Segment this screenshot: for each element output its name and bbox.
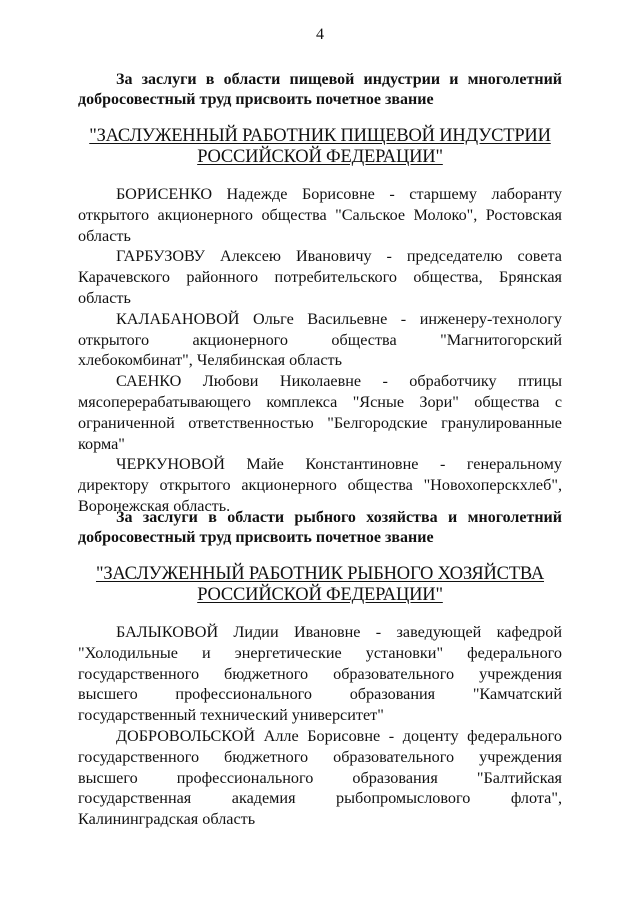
page-number: 4 — [316, 26, 324, 43]
recipient-entry: ЧЕРКУНОВОЙ Майе Константиновне - генеральному директору открытого акционерного общества "Новохоперскхлеб", Воронежская область. — [78, 455, 562, 515]
recipient-entry: ДОБРОВОЛЬСКОЙ Алле Борисовне - доценту федерального государственного бюджетного образовательного учреждения высшего профессионального образования "Балтийская государственная академия рыбопромыслового флота", Калининградская область — [78, 726, 562, 829]
recipient-entry: САЕНКО Любови Николаевне - обработчику птицы мясоперерабатывающего комплекса "Ясные Зори" общества с ограниченной ответственностью "Белгородские гранулированные корма" — [78, 372, 562, 453]
recipient-entry: КАЛАБАНОВОЙ Ольге Васильевне - инженеру-технологу открытого акционерного общества "Магнитогорский хлебокомбинат", Челябинская область — [78, 309, 562, 370]
section-heading: За заслуги в области рыбного хозяйства и многолетний добросовестный труд присвоить почетное звание — [78, 509, 562, 546]
recipient-entry: ГАРБУЗОВУ Алексею Ивановичу - председателю совета Карачевского районного потребительского общества, Брянская область — [78, 247, 562, 307]
award-title-line: РОССИЙСКОЙ ФЕДЕРАЦИИ" — [197, 585, 443, 605]
recipient-entry: БАЛЫКОВОЙ Лидии Ивановне - заведующей кафедрой "Холодильные и энергетические установки" федерального государственного бюджетного образовательного учреждения высшего профессионального образования "Камчатский государственный технический университет" — [78, 623, 562, 725]
award-section-food-industry — [78, 70, 562, 517]
recipient-entry: БОРИСЕНКО Надежде Борисовне - старшему лаборанту открытого акционерного общества "Сальское Молоко", Ростовская область — [78, 185, 562, 245]
award-title-line: "ЗАСЛУЖЕННЫЙ РАБОТНИК ПИЩЕВОЙ ИНДУСТРИИ — [89, 126, 551, 146]
award-section-fisheries — [78, 508, 562, 830]
award-title-line: РОССИЙСКОЙ ФЕДЕРАЦИИ" — [197, 147, 443, 167]
award-title-line: "ЗАСЛУЖЕННЫЙ РАБОТНИК РЫБНОГО ХОЗЯЙСТВА — [95, 564, 545, 584]
section-heading: За заслуги в области пищевой индустрии и многолетний добросовестный труд присвоить почетное звание — [78, 71, 562, 108]
